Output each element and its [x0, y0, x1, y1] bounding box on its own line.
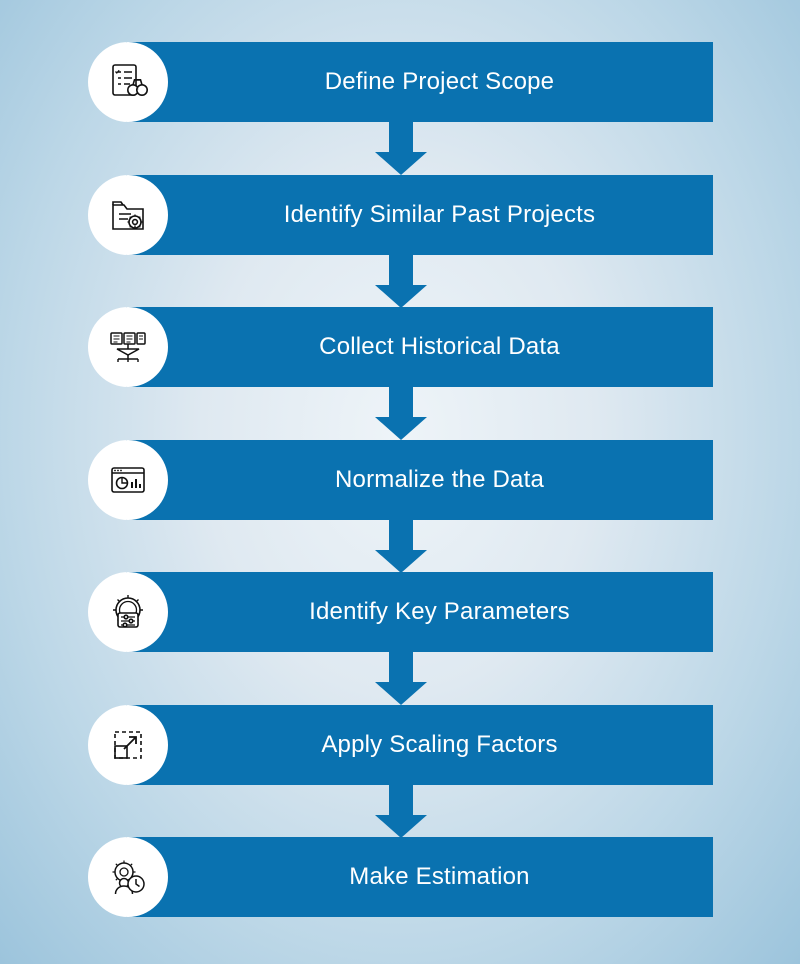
flow-step-6[interactable] [88, 705, 713, 785]
person-gear-clock-icon [88, 837, 168, 917]
flow-step-2-bar[interactable] [126, 175, 713, 255]
flow-step-4-label: Normalize the Data [334, 466, 545, 493]
flow-step-5-label: Identify Key Parameters [309, 598, 570, 625]
flow-step-3-bar[interactable] [126, 307, 713, 387]
flow-arrow-2 [375, 255, 427, 308]
flow-step-2[interactable] [88, 175, 713, 255]
database-network-icon [88, 307, 168, 387]
resize-arrow-icon [88, 705, 168, 785]
flow-step-3-label: Collect Historical Data [319, 333, 560, 360]
flow-step-4-bar[interactable] [126, 440, 713, 520]
flow-step-4[interactable] [88, 440, 713, 520]
chart-report-icon [88, 440, 168, 520]
flow-step-2-label: Identify Similar Past Projects [283, 201, 596, 228]
folder-search-gear-icon [88, 175, 168, 255]
flow-arrow-3 [375, 387, 427, 440]
flow-step-5-bar[interactable] [126, 572, 713, 652]
flow-arrow-6 [375, 785, 427, 838]
flow-step-7[interactable] [88, 837, 713, 917]
flow-step-6-bar[interactable] [126, 705, 713, 785]
flow-step-7-bar[interactable] [126, 837, 713, 917]
flow-step-7-label: Make Estimation [349, 863, 530, 890]
flow-step-1[interactable] [88, 42, 713, 122]
flow-step-5[interactable] [88, 572, 713, 652]
gear-sliders-icon [88, 572, 168, 652]
flow-arrow-4 [375, 520, 427, 573]
flow-arrow-1 [375, 122, 427, 175]
flow-step-1-label: Define Project Scope [324, 68, 555, 95]
flow-step-6-label: Apply Scaling Factors [321, 731, 558, 758]
flow-step-1-bar[interactable] [126, 42, 713, 122]
checklist-binoculars-icon [88, 42, 168, 122]
flow-arrow-5 [375, 652, 427, 705]
flow-step-3[interactable] [88, 307, 713, 387]
